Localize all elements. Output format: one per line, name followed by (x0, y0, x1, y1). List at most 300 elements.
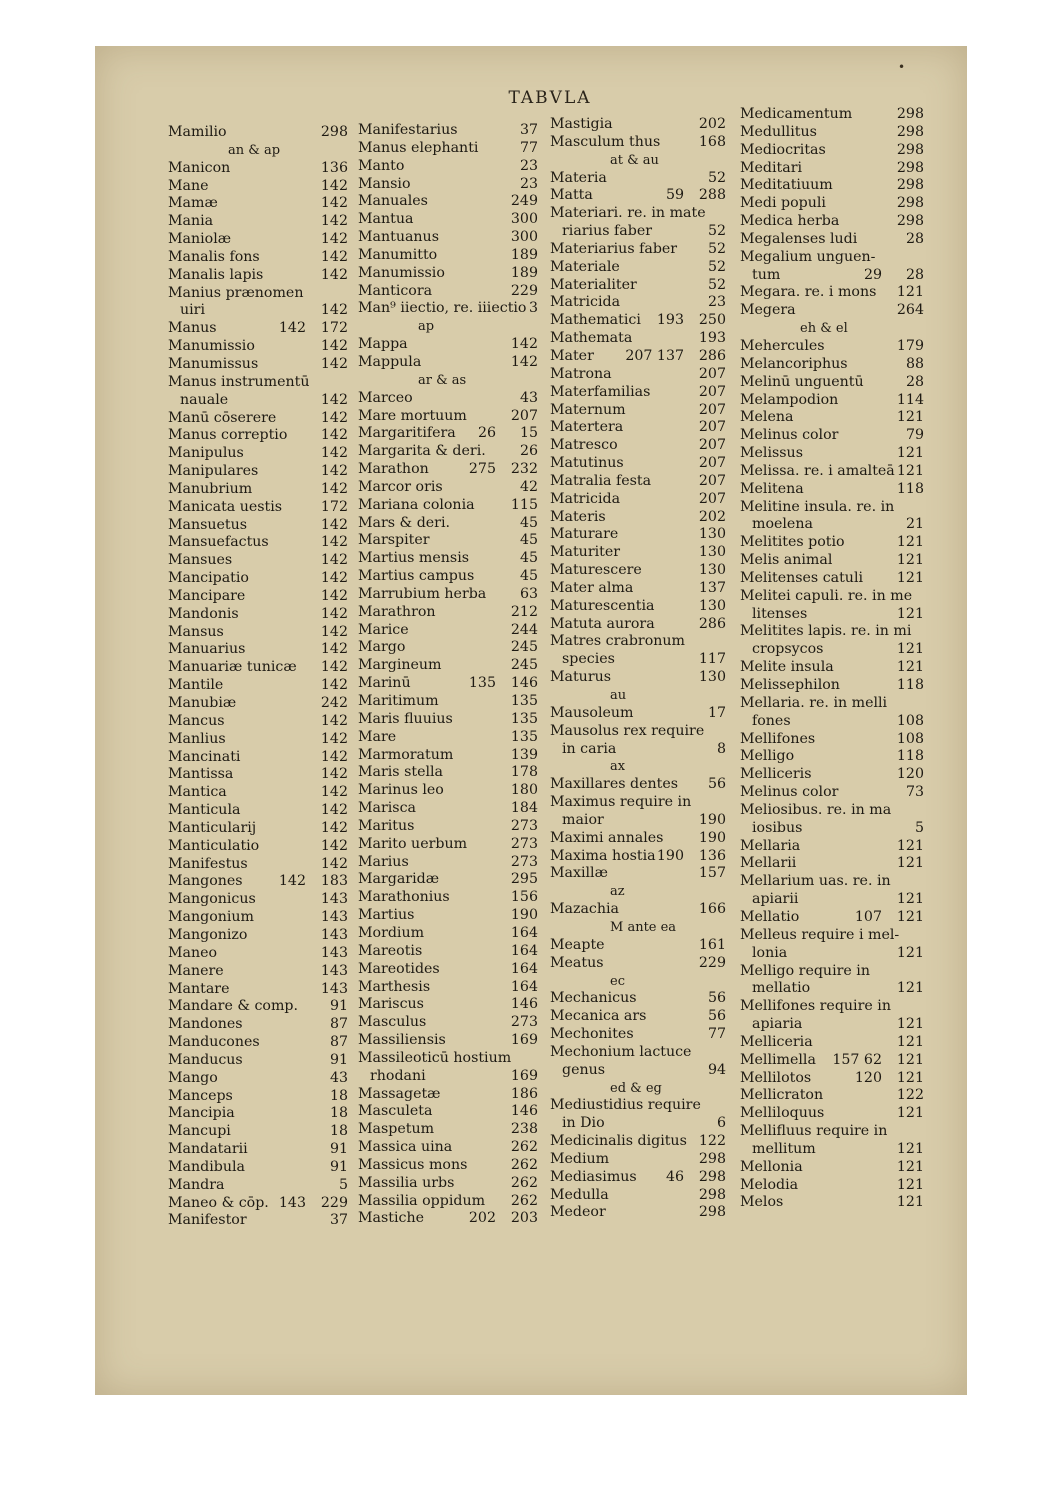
index-entry (358, 211, 538, 229)
entry-term: Manicata uestis (168, 498, 283, 515)
index-column-2 (358, 122, 538, 1228)
entry-page-number: 142 (320, 516, 348, 533)
index-entry (168, 998, 348, 1016)
entry-term: Manuarius (168, 641, 246, 658)
entry-term: ap (418, 319, 435, 335)
index-entry (740, 427, 924, 445)
index-entry (358, 390, 538, 408)
entry-page-number: 166 (698, 901, 726, 918)
entry-term: Marathron (358, 603, 436, 620)
entry-term: Manubrium (168, 480, 253, 497)
index-entry (168, 552, 348, 570)
entry-term: Melligo require in (740, 962, 870, 979)
index-entry (550, 705, 726, 723)
entry-page-number: 161 (698, 936, 726, 953)
entry-term: Melligo (740, 748, 795, 765)
entry-term: fones (752, 712, 791, 729)
index-entry (740, 570, 924, 588)
entry-page-number: 189 (510, 246, 538, 263)
index-entry (168, 231, 348, 249)
entry-page-number: 142 (320, 266, 348, 283)
entry-term: Manus elephanti (358, 139, 479, 156)
entry-page-number: 139 (510, 746, 538, 763)
entry-page-number: 142 (320, 659, 348, 676)
entry-term: Mellonia (740, 1158, 803, 1175)
entry-term: Mehercules (740, 337, 825, 354)
entry-page-number: 142 (320, 534, 348, 551)
entry-term: Mandatarii (168, 1141, 248, 1158)
entry-term: Mechonites (550, 1026, 634, 1043)
index-entry (168, 427, 348, 445)
entry-term: Margineum (358, 657, 442, 674)
index-entry (168, 731, 348, 749)
entry-term: Medica herba (740, 213, 840, 230)
index-entry (740, 731, 924, 749)
entry-term: Marius (358, 853, 409, 870)
entry-page-number: 207 (698, 455, 726, 472)
entry-page-number: 169 (510, 1067, 538, 1084)
entry-term: Marisca (358, 800, 416, 817)
entry-term: Mathemata (550, 330, 633, 347)
entry-term: Maternum (550, 401, 626, 418)
entry-term: Mansues (168, 552, 233, 569)
entry-term: Mandibula (168, 1158, 245, 1175)
entry-page-number: 245 (510, 657, 538, 674)
entry-term: Mellifones require in (740, 998, 891, 1015)
index-entry (740, 909, 924, 927)
entry-page-number: 136 (320, 159, 348, 176)
entry-term: tum (752, 266, 781, 283)
index-entry (550, 330, 726, 348)
index-entry (168, 178, 348, 196)
entry-page-number: 56 (707, 776, 726, 793)
entry-secondary-page-number: 193 (656, 312, 684, 329)
entry-page-number: 118 (896, 480, 924, 497)
entry-term: Mellicraton (740, 1087, 824, 1104)
entry-page-number: 115 (510, 496, 538, 513)
entry-term: nauale (180, 391, 229, 408)
entry-page-number: 262 (510, 1174, 538, 1191)
entry-term: Manticora (358, 282, 433, 299)
entry-page-number: 298 (698, 1204, 726, 1221)
entry-term: Mareotis (358, 942, 423, 959)
index-entry (168, 1195, 348, 1213)
index-entry (168, 534, 348, 552)
entry-page-number: 142 (320, 802, 348, 819)
index-entry (358, 925, 538, 943)
entry-page-number: 143 (320, 944, 348, 961)
index-entry (550, 865, 726, 883)
entry-term: Mellifones (740, 730, 816, 747)
entry-term: Matresco (550, 437, 618, 454)
entry-page-number: 202 (698, 508, 726, 525)
index-entry (358, 1068, 538, 1086)
index-entry (358, 622, 538, 640)
entry-term: Matutinus (550, 455, 624, 472)
entry-term: Mausoleum (550, 704, 634, 721)
entry-term: Manalis fons (168, 248, 260, 265)
index-entry (358, 729, 538, 747)
entry-term: Matrona (550, 365, 612, 382)
entry-page-number: 21 (905, 516, 924, 533)
entry-page-number: 130 (698, 562, 726, 579)
index-entry (740, 855, 924, 873)
entry-term: Manifestarius (358, 122, 458, 138)
entry-page-number: 130 (698, 669, 726, 686)
entry-term: Medicinalis digitus (550, 1133, 687, 1150)
index-entry (168, 267, 348, 285)
index-entry (550, 116, 726, 134)
index-entry (740, 1070, 924, 1088)
entry-term: maior (562, 811, 604, 828)
index-entry (168, 766, 348, 784)
index-entry (550, 955, 726, 973)
index-entry (550, 812, 726, 830)
entry-term: Massilia urbs (358, 1174, 455, 1191)
entry-secondary-page-number: 142 (278, 873, 306, 890)
index-entry (358, 1014, 538, 1032)
entry-term: Materiarius faber (550, 240, 678, 257)
entry-term: Matta (550, 187, 593, 204)
index-entry (358, 836, 538, 854)
entry-term: Mandra (168, 1176, 225, 1193)
entry-term: Melitei capuli. re. in me (740, 587, 913, 604)
entry-term: Melinū unguentū (740, 373, 864, 390)
entry-page-number: 273 (510, 835, 538, 852)
entry-page-number: 142 (320, 302, 348, 319)
index-entry (168, 160, 348, 178)
entry-term: Medulla (550, 1186, 609, 1203)
entry-term: Massagetæ (358, 1085, 441, 1102)
entry-term: Mamæ (168, 195, 218, 212)
index-entry (358, 229, 538, 247)
index-entry (358, 604, 538, 622)
entry-term: Mater alma (550, 579, 634, 596)
section-heading (550, 687, 726, 705)
index-entry (550, 134, 726, 152)
index-entry (740, 927, 924, 945)
entry-page-number: 146 (510, 996, 538, 1013)
entry-term: Massica uina (358, 1139, 453, 1156)
index-entry (168, 356, 348, 374)
index-entry (358, 568, 538, 586)
entry-page-number: 6 (716, 1115, 726, 1132)
entry-term: Maximus require in (550, 794, 692, 811)
entry-page-number: 300 (510, 211, 538, 228)
entry-term: Mordium (358, 924, 425, 941)
index-entry (358, 176, 538, 194)
entry-term: Meatus (550, 954, 604, 971)
index-entry (550, 170, 726, 188)
entry-term: mellitum (752, 1140, 816, 1157)
index-entry (168, 374, 348, 392)
index-entry (358, 425, 538, 443)
index-entry (740, 588, 924, 606)
entry-term: Manius prænomen (168, 284, 304, 301)
entry-page-number: 121 (896, 1158, 924, 1175)
index-entry (550, 509, 726, 527)
entry-page-number: 121 (896, 855, 924, 872)
entry-page-number: 183 (320, 873, 348, 890)
entry-term: Mancipatio (168, 570, 249, 587)
index-entry (168, 624, 348, 642)
entry-secondary-page-number: 202 (468, 1210, 496, 1227)
entry-term: Maturescentia (550, 597, 655, 614)
index-entry (740, 945, 924, 963)
entry-page-number: 121 (896, 1051, 924, 1068)
index-entry (740, 106, 924, 124)
entry-page-number: 184 (510, 800, 538, 817)
margin-mark: • (898, 60, 906, 74)
entry-page-number: 186 (510, 1085, 538, 1102)
index-entry (358, 461, 538, 479)
entry-term: Manipulus (168, 445, 244, 462)
entry-term: at & au (610, 152, 659, 168)
index-entry (550, 1115, 726, 1133)
entry-page-number: 207 (698, 383, 726, 400)
index-entry (168, 641, 348, 659)
index-entry (550, 1169, 726, 1187)
entry-page-number: 172 (320, 320, 348, 337)
entry-term: Megara. re. i mons (740, 284, 877, 301)
entry-term: Manifestor (168, 1212, 247, 1229)
index-entry (550, 1097, 726, 1115)
index-entry (168, 410, 348, 428)
index-entry (740, 713, 924, 731)
entry-term: Melissus (740, 445, 803, 462)
entry-term: uiri (180, 302, 205, 319)
index-entry (740, 766, 924, 784)
index-entry (358, 1175, 538, 1193)
entry-page-number: 56 (707, 1008, 726, 1025)
index-entry (358, 657, 538, 675)
entry-page-number: 23 (519, 175, 538, 192)
entry-page-number: 207 (698, 490, 726, 507)
index-entry (358, 747, 538, 765)
entry-term: species (562, 651, 615, 668)
entry-secondary-page-number: 142 (278, 320, 306, 337)
entry-page-number: 142 (510, 336, 538, 353)
index-entry (550, 241, 726, 259)
index-entry (168, 481, 348, 499)
entry-page-number: 298 (698, 1150, 726, 1167)
index-entry (740, 873, 924, 891)
entry-page-number: 79 (905, 427, 924, 444)
entry-secondary-page-number: 120 (854, 1069, 882, 1086)
index-entry (740, 641, 924, 659)
entry-term: Materia (550, 169, 607, 186)
index-entry (740, 1123, 924, 1141)
entry-page-number: 273 (510, 817, 538, 834)
index-entry (740, 963, 924, 981)
index-entry (358, 1050, 538, 1068)
index-entry (740, 160, 924, 178)
entry-term: Marito uerbum (358, 835, 468, 852)
entry-page-number: 5 (338, 1176, 348, 1193)
index-entry (550, 1187, 726, 1205)
index-entry (740, 124, 924, 142)
index-entry (358, 354, 538, 372)
index-entry (550, 491, 726, 509)
index-entry (550, 1133, 726, 1151)
entry-page-number: 298 (896, 213, 924, 230)
entry-term: Man⁹ iiectio, re. iiiectio (358, 300, 527, 317)
entry-term: Melite insula (740, 659, 834, 676)
section-heading (550, 973, 726, 991)
section-heading (550, 1080, 726, 1098)
entry-page-number: 130 (698, 597, 726, 614)
entry-page-number: 121 (896, 1176, 924, 1193)
index-entry (740, 338, 924, 356)
index-entry (358, 979, 538, 997)
index-entry (740, 998, 924, 1016)
entry-page-number: 63 (519, 585, 538, 602)
entry-page-number: 120 (896, 766, 924, 783)
entry-term: Martius campus (358, 568, 475, 585)
entry-secondary-page-number: 135 (468, 675, 496, 692)
entry-term: Mathematici (550, 312, 641, 329)
entry-page-number: 45 (519, 568, 538, 585)
entry-term: Manumissio (168, 338, 255, 355)
entry-secondary-page-number: 46 (665, 1168, 684, 1185)
index-entry (550, 651, 726, 669)
index-entry (168, 338, 348, 356)
index-entry (168, 1212, 348, 1230)
index-entry (168, 1070, 348, 1088)
index-entry (358, 479, 538, 497)
index-entry (740, 784, 924, 802)
entry-page-number: 142 (320, 730, 348, 747)
index-entry (168, 1034, 348, 1052)
entry-term: Maris fluuius (358, 710, 453, 727)
entry-term: in Dio (562, 1115, 605, 1132)
index-entry (550, 348, 726, 366)
index-entry (740, 463, 924, 481)
entry-term: Mancinati (168, 748, 241, 765)
index-entry (168, 873, 348, 891)
entry-page-number: 172 (320, 498, 348, 515)
entry-page-number: 164 (510, 924, 538, 941)
entry-page-number: 142 (320, 784, 348, 801)
entry-term: Melodia (740, 1176, 799, 1193)
index-entry (740, 695, 924, 713)
entry-secondary-page-number: 26 (477, 425, 496, 442)
index-entry (168, 1177, 348, 1195)
entry-page-number: 121 (896, 284, 924, 301)
index-entry (740, 142, 924, 160)
entry-term: Maritus (358, 817, 415, 834)
entry-term: apiarii (752, 891, 799, 908)
index-entry (740, 1159, 924, 1177)
entry-page-number: 142 (320, 231, 348, 248)
entry-page-number: 157 (698, 865, 726, 882)
entry-term: cropsycos (752, 641, 824, 658)
entry-page-number: 298 (698, 1168, 726, 1185)
entry-term: Melliceria (740, 1033, 813, 1050)
index-entry (358, 140, 538, 158)
index-entry (168, 820, 348, 838)
entry-page-number: 121 (896, 944, 924, 961)
entry-page-number: 242 (320, 695, 348, 711)
entry-term: an & ap (228, 142, 281, 158)
entry-term: Materialiter (550, 276, 637, 293)
index-entry (740, 409, 924, 427)
index-entry (740, 177, 924, 195)
entry-term: Mancipare (168, 587, 246, 604)
entry-secondary-page-number: 275 (468, 461, 496, 478)
entry-page-number: 5 (914, 819, 924, 836)
index-entry (358, 1121, 538, 1139)
entry-term: Mancipia (168, 1105, 235, 1122)
entry-term: Mappa (358, 336, 408, 353)
index-entry (358, 1086, 538, 1104)
entry-term: Mappula (358, 353, 422, 370)
index-entry (358, 889, 538, 907)
index-entry (168, 285, 348, 303)
index-entry (168, 909, 348, 927)
entry-page-number: 142 (320, 623, 348, 640)
entry-term: Mediustidius require (550, 1097, 701, 1114)
entry-page-number: 288 (698, 187, 726, 204)
entry-term: Mandonis (168, 605, 239, 622)
entry-term: Mellaria (740, 837, 801, 854)
section-heading (550, 152, 726, 170)
index-entry (740, 302, 924, 320)
entry-page-number: 121 (896, 641, 924, 658)
entry-page-number: 77 (519, 139, 538, 156)
index-entry (740, 1194, 924, 1212)
entry-secondary-page-number: 143 (278, 1194, 306, 1211)
entry-page-number: 207 (698, 401, 726, 418)
entry-term: Matricida (550, 294, 621, 311)
entry-page-number: 17 (707, 704, 726, 721)
entry-term: Manticulatio (168, 837, 260, 854)
index-entry (740, 659, 924, 677)
index-entry (550, 901, 726, 919)
entry-term: Maturare (550, 526, 619, 543)
entry-term: Manlius (168, 730, 226, 747)
entry-term: Massileoticū hostium (358, 1049, 512, 1066)
index-entry (168, 856, 348, 874)
entry-page-number: 18 (329, 1087, 348, 1104)
entry-term: Marceo (358, 389, 413, 406)
entry-page-number: 142 (320, 677, 348, 694)
entry-secondary-page-number: 157 62 (832, 1051, 882, 1068)
index-entry (740, 499, 924, 517)
index-entry (358, 639, 538, 657)
index-entry (740, 1016, 924, 1034)
entry-page-number: 121 (896, 837, 924, 854)
index-entry (168, 891, 348, 909)
entry-term: Mandare & comp. (168, 998, 299, 1015)
entry-page-number: 142 (320, 587, 348, 604)
index-entry (550, 633, 726, 651)
entry-term: az (610, 884, 625, 900)
index-entry (168, 463, 348, 481)
entry-page-number: 142 (510, 353, 538, 370)
index-entry (358, 693, 538, 711)
entry-term: Martius (358, 907, 415, 924)
entry-page-number: 202 (698, 116, 726, 132)
entry-term: Massilia oppidum (358, 1192, 486, 1209)
entry-page-number: 298 (896, 106, 924, 122)
index-entry (550, 294, 726, 312)
entry-page-number: 300 (510, 229, 538, 246)
index-entry (550, 455, 726, 473)
entry-page-number: 190 (510, 907, 538, 924)
entry-term: Manceps (168, 1087, 233, 1104)
entry-term: Megalium unguen- (740, 248, 876, 265)
